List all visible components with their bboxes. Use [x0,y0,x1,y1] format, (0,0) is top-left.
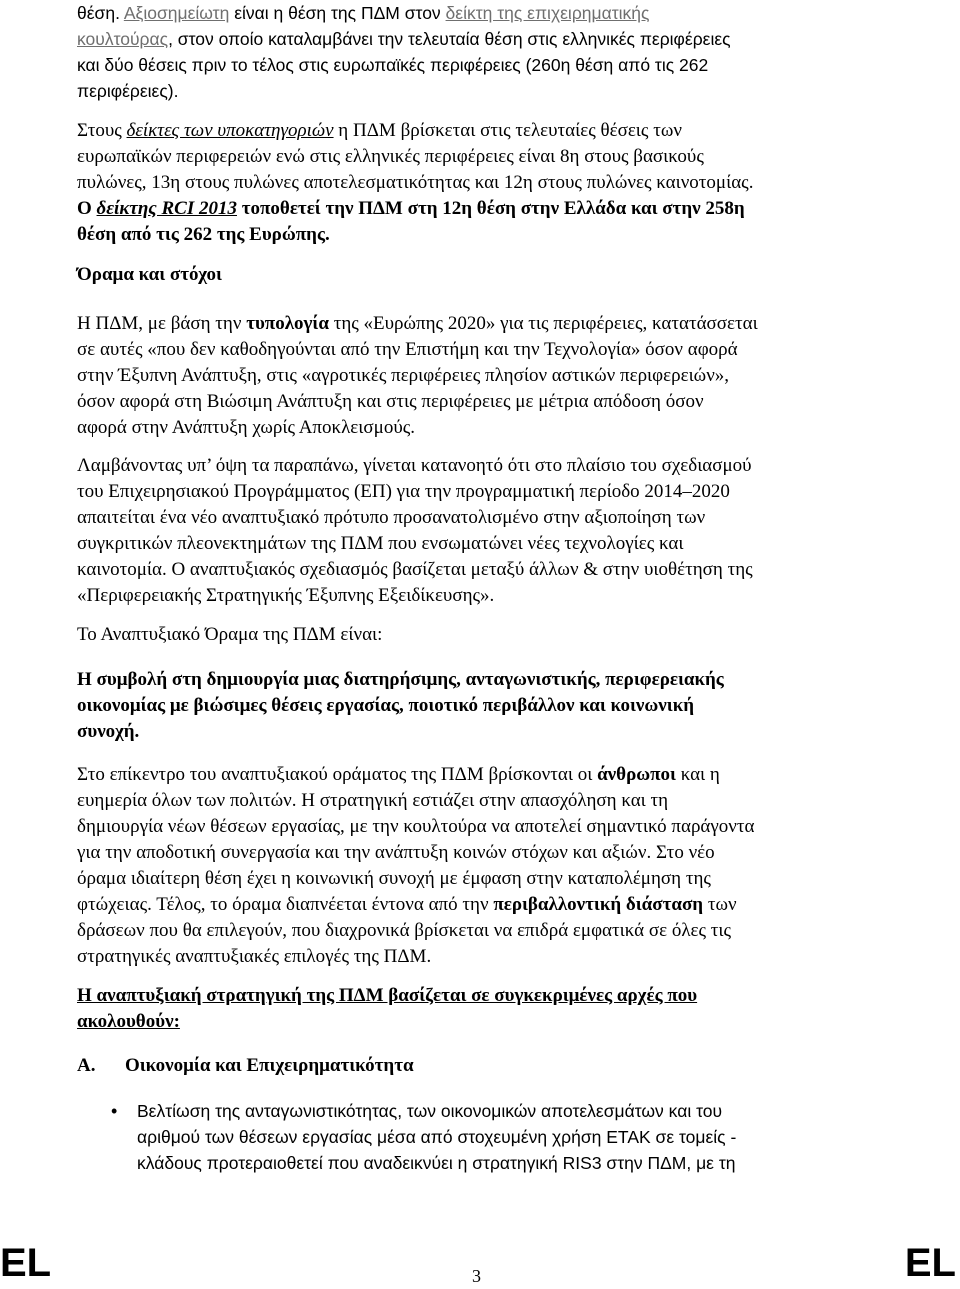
text-line [77,196,837,222]
section-a-letter: Α. [77,1055,96,1076]
text-line: κλάδους προτεραιοθετεί που αναδεικνύει η στρατηγική RIS3 στην ΠΔΜ, με τη [137,1153,736,1173]
text-line: Η συμβολή στη δημιουργία μιας διατηρήσιμης, ανταγωνιστικής, περιφερειακής [77,669,724,690]
text-run: των [703,894,737,915]
footer-language-left: EL [0,1241,52,1285]
vision-statement [77,667,837,745]
footer-language-right: EL [904,1241,956,1285]
text-run: τοποθετεί την ΠΔΜ στη 12η θέση στην Ελλάδα και στην 258η [236,198,745,219]
text-line: Λαμβάνοντας υπ’ όψη τα παραπάνω, γίνεται κατανοητό ότι στο πλαίσιο του σχεδιασμού [77,455,752,476]
bullet-icon: • [111,1101,118,1121]
text-run: Ο [77,198,97,219]
text-line: ευρωπαϊκών περιφερειών ενώ στις ελληνικές περιφέρειες είναι 8η στους βασικούς [77,146,704,167]
paragraph-culture-index [77,0,837,104]
paragraph-vision-intro [77,622,837,648]
bullet-item [137,1098,736,1176]
bold-term: άνθρωποι [597,764,676,785]
underlined-term: κουλτούρας [77,29,169,49]
text-run: και η [675,764,720,785]
text-line [77,26,837,52]
section-a-title: Οικονομία και Επιχειρηματικότητα [125,1055,414,1076]
text-run: Στους [77,120,127,141]
text-line: απαιτείται ένα νέο αναπτυξιακό πρότυπο προσανατολισμένο στην αξιοποίηση των [77,507,706,528]
text-line: «Περιφερειακής Στρατηγικής Έξυπνης Εξειδίκευσης». [77,585,495,606]
section-heading: Όραμα και στόχοι [77,264,222,285]
paragraph-development-model [77,453,837,609]
text-line [77,0,837,26]
text-line: συνοχή. [77,721,140,742]
text-line [77,118,837,144]
text-line: Η αναπτυξιακή στρατηγική της ΠΔΜ βασίζεται σε συγκεκριμένες αρχές που [77,985,698,1006]
text-run: Στο επίκεντρο του αναπτυξιακού οράματος της ΠΔΜ βρίσκονται οι [77,764,598,785]
strategy-principles-heading [77,983,837,1035]
text-line: ακολουθούν: [77,1011,180,1032]
paragraph-vision-focus [77,762,837,970]
text-run: θέση. [77,3,124,23]
text-line: συγκριτικών πλεονεκτημάτων της ΠΔΜ που ενσωματώνει νέες τεχνολογίες και [77,533,684,554]
text-line: περιφέρειες). [77,81,179,101]
page-number: 3 [472,1266,481,1286]
text-line: καινοτομία. Ο αναπτυξιακός σχεδιασμός βασίζεται μεταξύ άλλων & στην υιοθέτηση της [77,559,753,580]
text-line [77,762,837,788]
text-run: , στον οποίο καταλαμβάνει την τελευταία θέση στις ελληνικές περιφέρειες [168,29,731,49]
text-line: στην Έξυπνη Ανάπτυξη, στις «αγροτικές περιφέρειες πλησίον αστικών περιφερειών», [77,365,730,386]
text-line: πυλώνες, 13η στους πυλώνες αποτελεσματικότητας και 12η στους πυλώνες καινοτομίας. [77,172,754,193]
text-run: Η ΠΔΜ, με βάση την [77,313,247,334]
text-line: για την αποδοτική συνεργασία και την ανάπτυξη κοινών στόχων και αξιών. Στο νέο [77,842,715,863]
text-run: φτώχειας. Τέλος, το όραμα διαπνέεται έντονα από την [77,894,494,915]
text-line: όσον αφορά στη Βιώσιμη Ανάπτυξη και στις περιφέρειες με μέτρια απόδοση όσον [77,391,704,412]
text-line: ευημερία όλων των πολιτών. Η στρατηγική εστιάζει στην απασχόληση και τη [77,790,669,811]
text-line: του Επιχειρησιακού Προγράμματος (ΕΠ) για την προγραμματική περίοδο 2014–2020 [77,481,730,502]
paragraph-typology [77,311,837,441]
text-line: σε αυτές «που δεν καθοδηγούνται από την Επιστήμη και την Τεχνολογία» όσον αφορά [77,339,738,360]
text-line: θέση από τις 262 της Ευρώπης. [77,224,330,245]
text-line: και δύο θέσεις πριν το τέλος στις ευρωπαϊκές περιφέρειες (260η θέση από τις 262 [77,55,709,75]
text-line: δράσεων που θα επιλεγούν, που διαχρονικά βρίσκεται να επιδρά εμφατικά σε όλες τις [77,920,732,941]
text-run: είναι η θέση της ΠΔΜ στον [229,3,446,23]
text-line: όραμα ιδιαίτερη θέση έχει η κοινωνική συνοχή με έμφαση στην καταπολέμηση της [77,868,711,889]
text-line: Το Αναπτυξιακό Όραμα της ΠΔΜ είναι: [77,624,383,645]
text-line [77,892,837,918]
underlined-term: Αξιοσημείωτη [123,3,230,23]
text-line: στρατηγικές αναπτυξιακές επιλογές της ΠΔΜ. [77,946,432,967]
paragraph-subcategory-indices [77,118,837,248]
text-line [77,311,837,337]
text-line: οικονομίας με βιώσιμες θέσεις εργασίας, ποιοτικό περιβάλλον και κοινωνική [77,695,695,716]
underlined-term: δείκτης RCI 2013 [96,198,237,219]
text-line: αριθμού των θέσεων εργασίας μέσα από στοχευμένη χρήση ΕΤΑΚ σε τομείς - [137,1127,737,1147]
text-run: η ΠΔΜ βρίσκεται στις τελευταίες θέσεις των [333,120,682,141]
bold-term: περιβαλλοντική διάσταση [493,894,704,915]
text-line: δημιουργία νέων θέσεων εργασίας, με την κουλτούρα να αποτελεί σημαντικό παράγοντα [77,816,755,837]
text-line: Βελτίωση της ανταγωνιστικότητας, των οικονομικών αποτελεσμάτων και του [137,1101,723,1121]
bold-term: τυπολογία [246,313,329,334]
text-line: αφορά στην Ανάπτυξη χωρίς Αποκλεισμούς. [77,417,416,438]
text-run: της «Ευρώπης 2020» για τις περιφέρειες, κατατάσσεται [328,313,758,334]
underlined-term: δείκτες των υποκατηγοριών [126,120,334,141]
underlined-term: δείκτη της επιχειρηματικής [445,3,650,23]
